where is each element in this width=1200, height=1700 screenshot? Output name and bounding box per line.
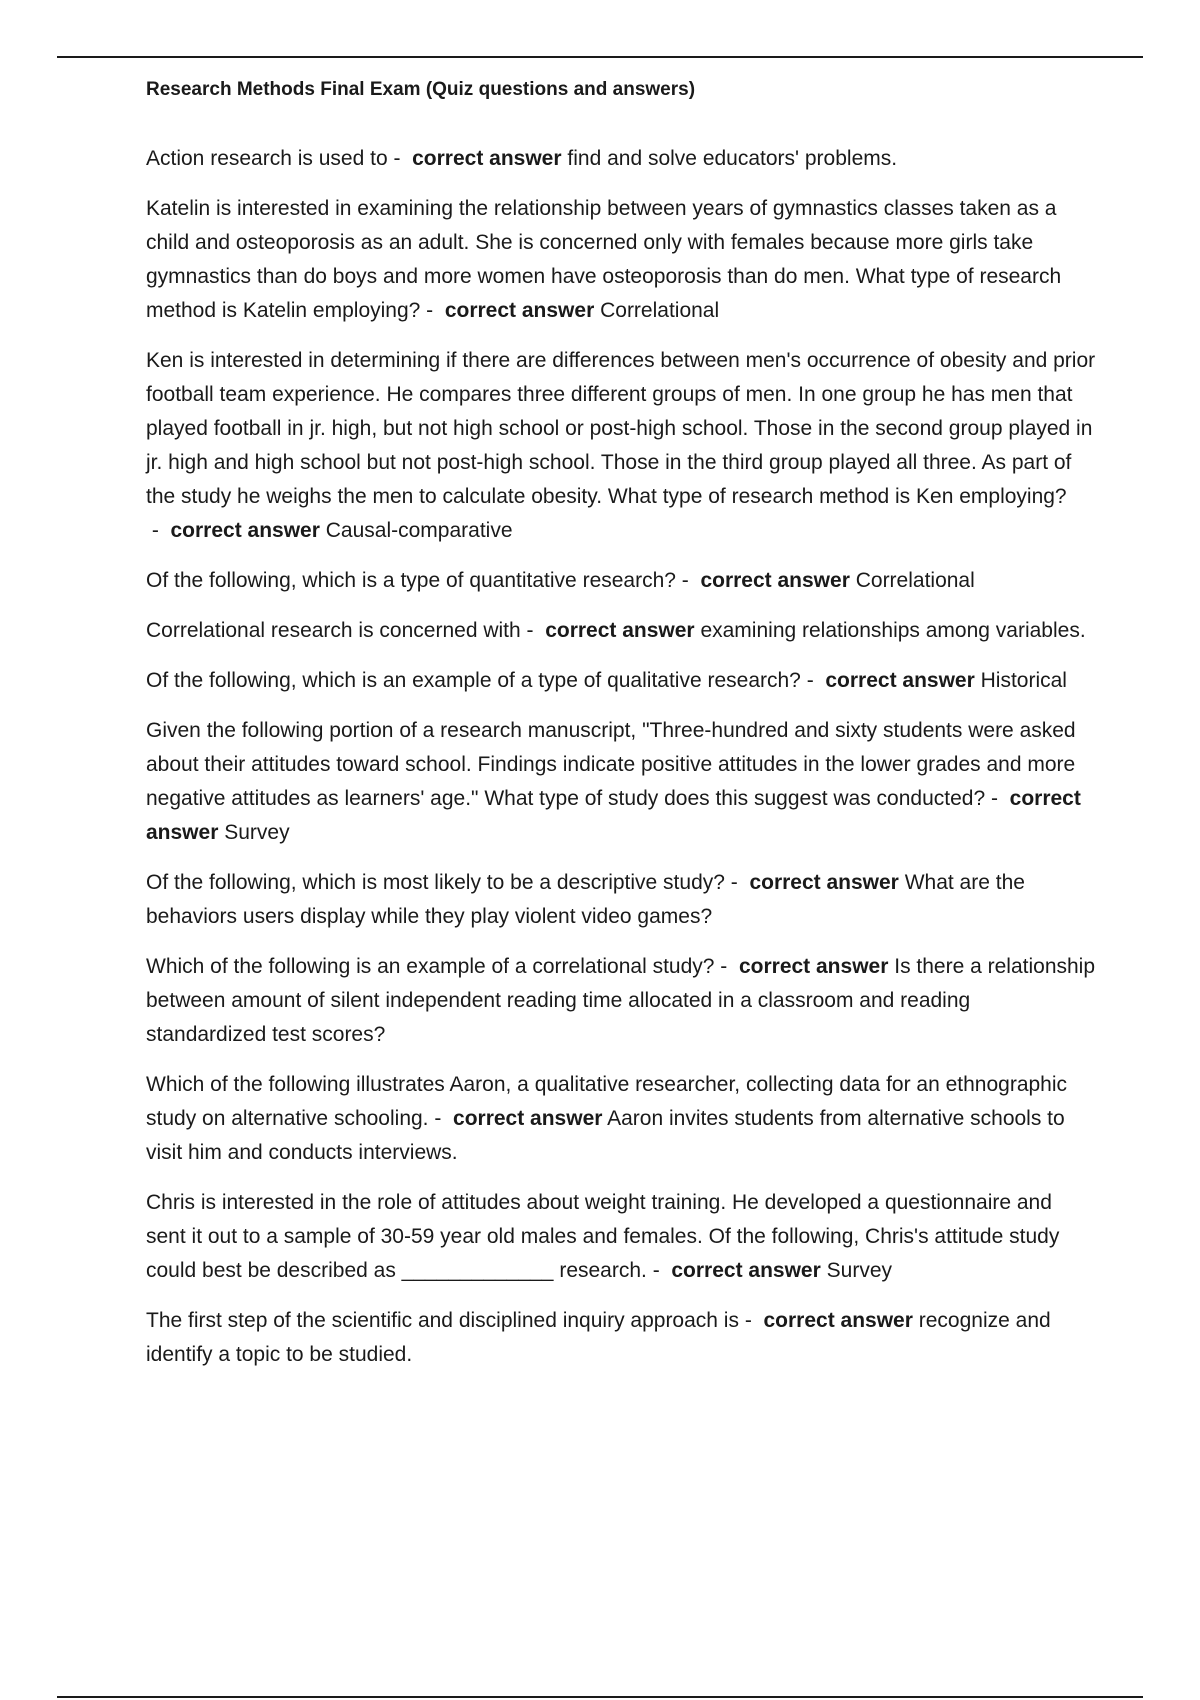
answer-text: find and solve educators' problems. [567,147,898,170]
correct-answer-label: correct answer [749,871,899,894]
question-text: Of the following, which is most likely to be a descriptive study? [146,871,725,894]
answer-separator: - [714,955,739,978]
answer-text: Aaron invites students from alternative schools to visit him and conducts interviews. [146,1107,1065,1164]
question-text: Katelin is interested in examining the relationship between years of gymnastics classes taken as a child and osteoporosis as an adult. She is concerned only with females because more girls take gymnastics than do boys and more women have osteoporosis than do men. What type of research method is Katelin employing? [146,197,1062,322]
correct-answer-label: correct answer [444,299,595,322]
qa-item [146,714,1096,850]
qa-item [146,142,1096,176]
answer-text: recognize and identify a topic to be studied. [146,1309,1051,1366]
qa-item [146,866,1096,934]
document-title: Research Methods Final Exam (Quiz questions and answers) [146,79,696,100]
qa-item [146,344,1096,548]
answer-separator: - [428,1107,454,1130]
qa-item [146,664,1096,698]
correct-answer-label: correct answer [738,955,889,978]
answer-text: Survey [826,1259,892,1282]
answer-separator: - [738,1309,764,1332]
correct-answer-label: correct answer [825,669,975,692]
question-text: Ken is interested in determining if there are differences between men's occurrence of obesity and prior football team experience. He compares three different groups of men. In one group he has men that played football in jr. high, but not high school or post-high school. Those in the second group played in jr. high and high school but not post-high school. Those in the third group played all three. As part of the study he weighs the men to calculate obesity. What type of research method is Ken employing? [146,349,1096,508]
correct-answer-label: correct answer [146,787,1081,844]
document-body [146,70,1096,1388]
footer-rule [57,1696,1143,1698]
question-text: Which of the following is an example of a correlational study? [146,955,715,978]
qa-item [146,192,1096,328]
question-text: Correlational research is concerned with [146,619,521,642]
question-text: Action research is used to [146,147,388,170]
answer-text: Is there a relationship between amount of silent independent reading time allocated in a classroom and reading standardized test scores? [146,955,1096,1046]
answer-text: What are the behaviors users display while they play violent video games? [146,871,1025,928]
answer-separator: - [800,669,826,692]
correct-answer-label: correct answer [763,1309,913,1332]
answer-separator: - [387,147,413,170]
qa-item [146,1186,1096,1288]
answer-separator: - [675,569,701,592]
correct-answer-label: correct answer [700,569,850,592]
answer-separator: - [146,519,171,542]
answer-separator: - [420,299,445,322]
answer-text: Correlational [855,569,975,592]
question-text: Given the following portion of a research manuscript, "Three-hundred and sixty students were asked about their attitudes toward school. Findings indicate positive attitudes in the lower grades and more negative attitudes as learners' age." What type of study does this suggest was conducted? [146,719,1076,810]
qa-item [146,950,1096,1052]
qa-list [146,142,1096,1372]
answer-text: Correlational [600,299,720,322]
answer-text: Historical [980,669,1067,692]
correct-answer-label: correct answer [453,1107,603,1130]
question-text: The first step of the scientific and disciplined inquiry approach is [146,1309,739,1332]
question-text: Chris is interested in the role of attitudes about weight training. He developed a questionnaire and sent it out to a sample of 30-59 year old males and females. Of the following, Chris's attitude study could best be described as _____________ research. [146,1191,1060,1282]
qa-item [146,564,1096,598]
answer-text: Survey [224,821,290,844]
question-text: Which of the following illustrates Aaron, a qualitative researcher, collecting data for an ethnographic study on alternative schooling. [146,1073,1068,1130]
correct-answer-label: correct answer [545,619,695,642]
answer-text: Causal-comparative [325,519,513,542]
question-text: Of the following, which is an example of a type of qualitative research? [146,669,801,692]
qa-item [146,614,1096,648]
answer-separator: - [985,787,1010,810]
correct-answer-label: correct answer [671,1259,821,1282]
answer-separator: - [724,871,750,894]
correct-answer-label: correct answer [170,519,320,542]
correct-answer-label: correct answer [412,147,562,170]
answer-separator: - [646,1259,672,1282]
question-text: Of the following, which is a type of quantitative research? [146,569,676,592]
answer-text: examining relationships among variables. [700,619,1086,642]
header-rule [57,56,1143,58]
qa-item [146,1304,1096,1372]
qa-item [146,1068,1096,1170]
answer-separator: - [520,619,546,642]
